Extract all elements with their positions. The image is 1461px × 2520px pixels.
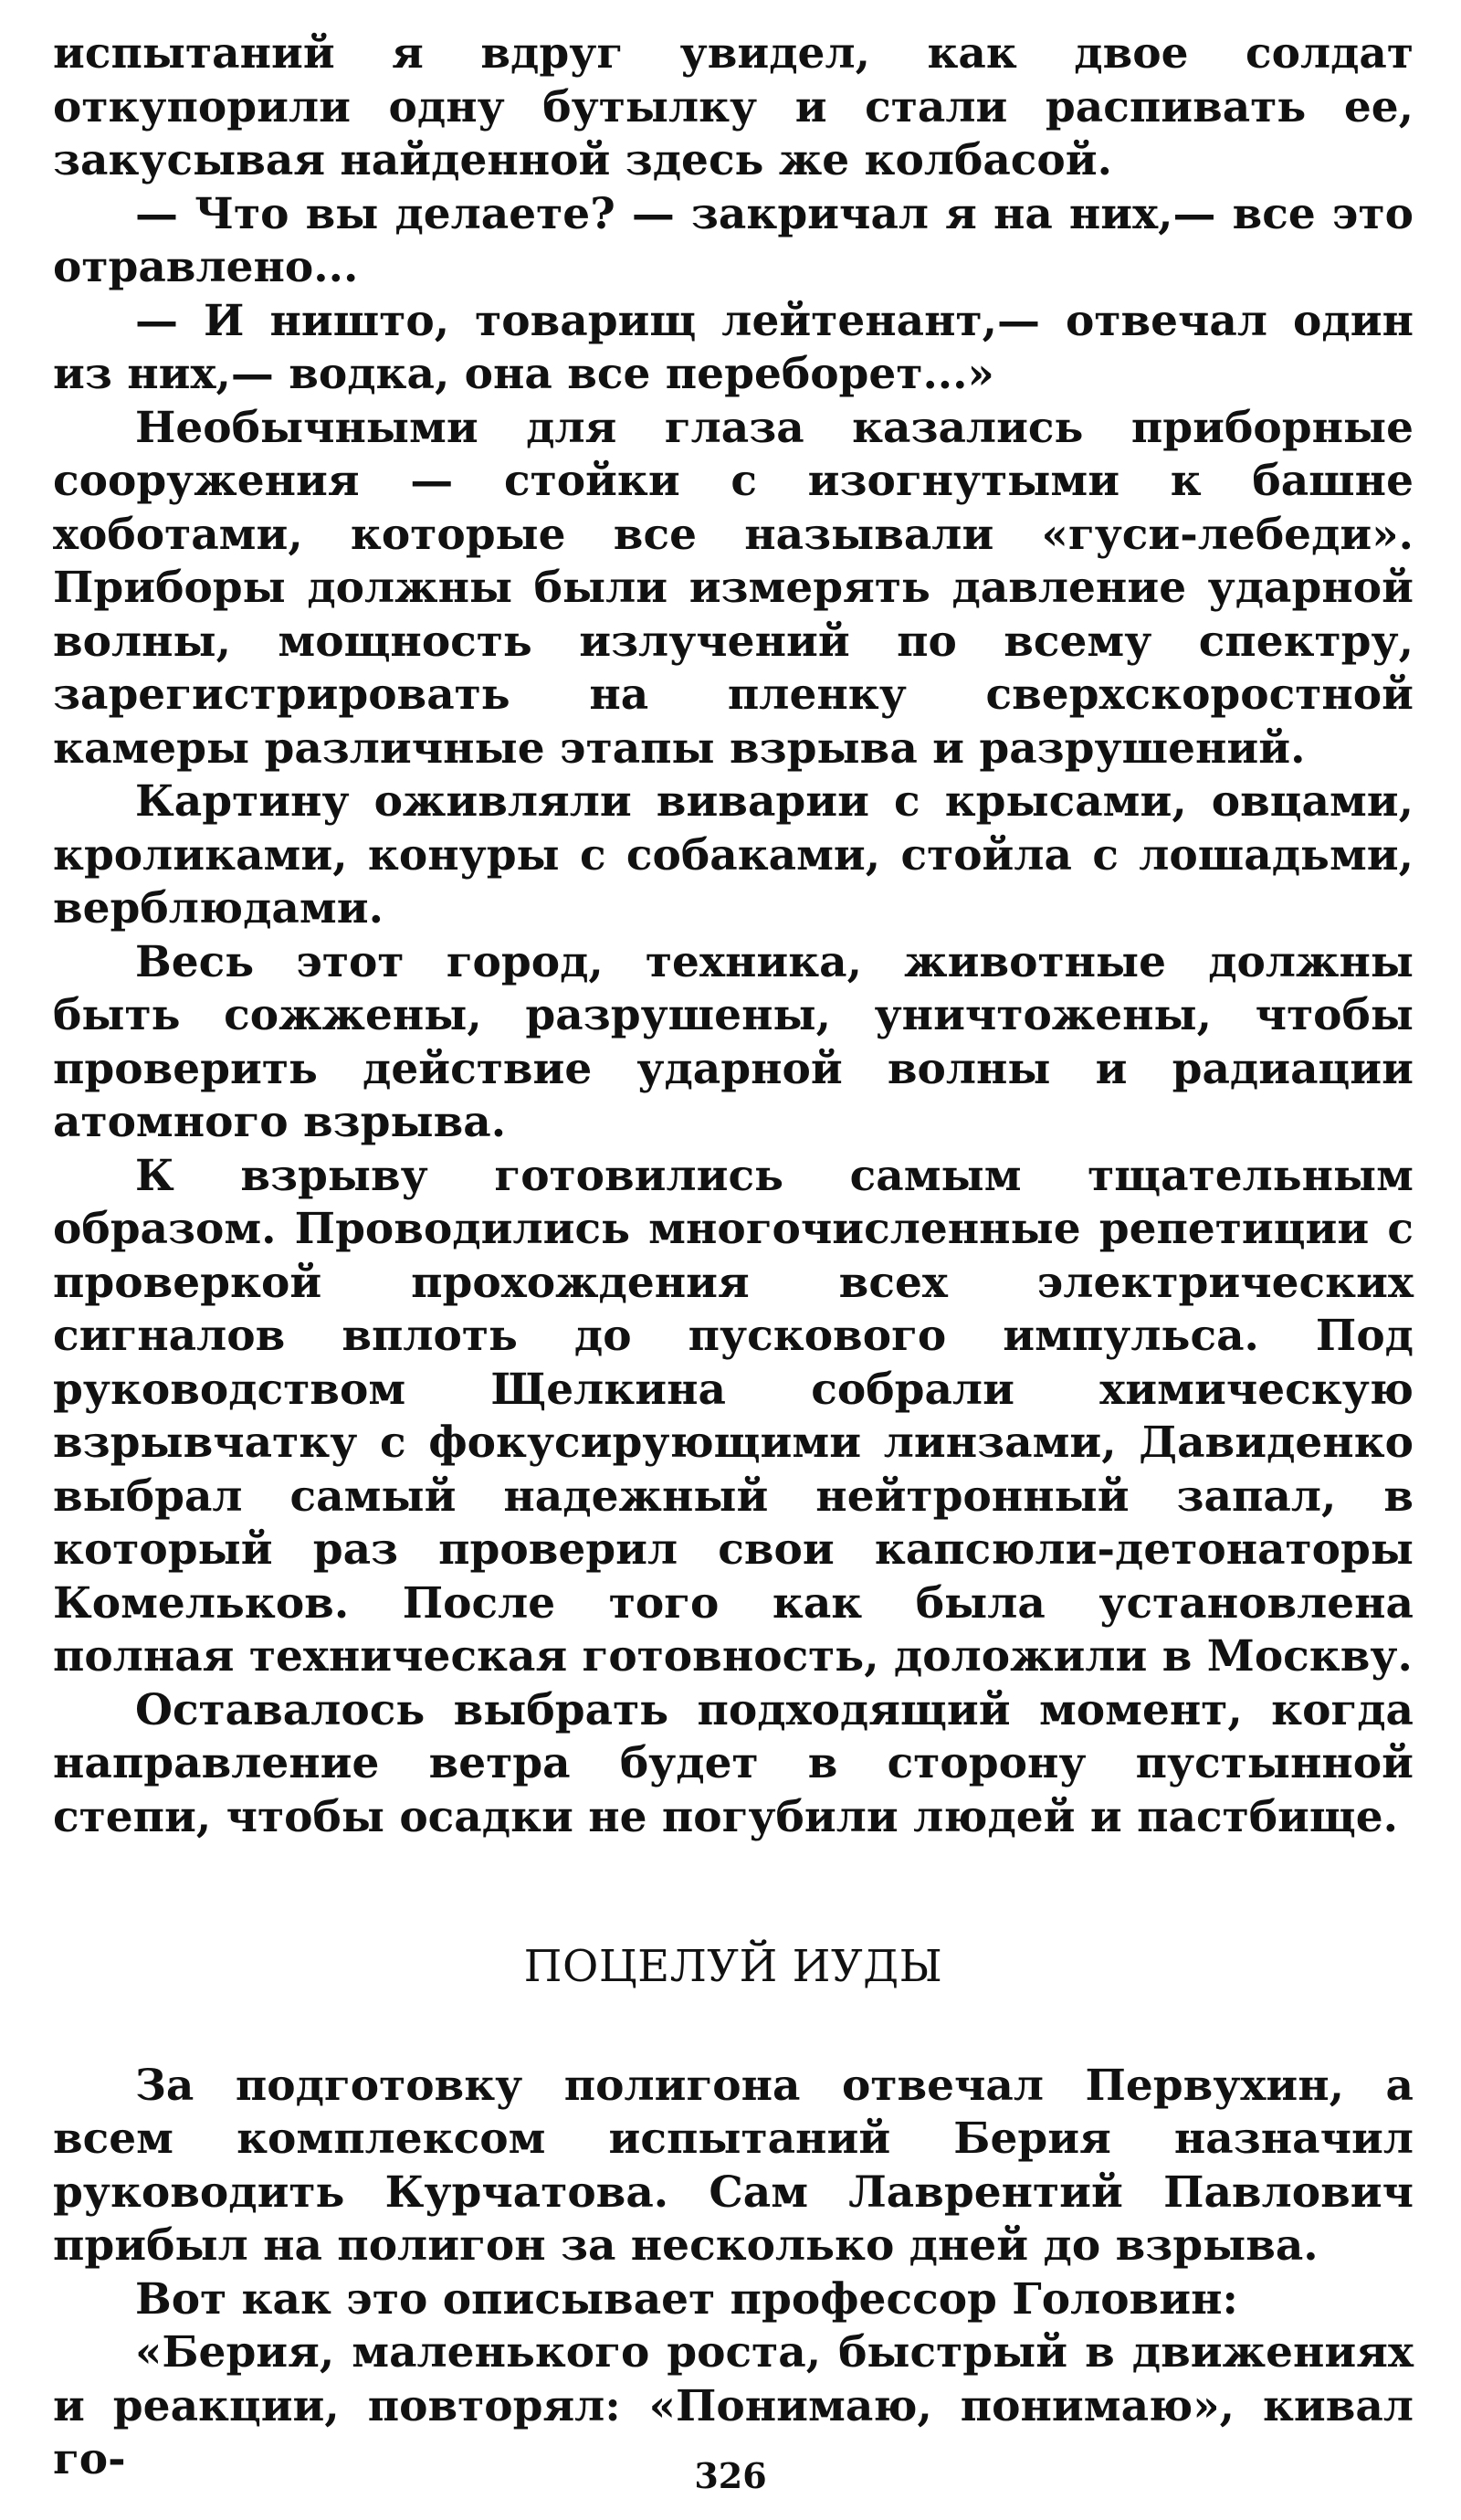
paragraph: Картину оживляли виварии с крысами, овцами, кроликами, конуры с собаками, стойла с лошадьми, верблюдами. (53, 776, 1414, 933)
book-page (53, 27, 1414, 2487)
paragraph: «Берия, маленького роста, быстрый в движениях и реакции, повторял: «Понимаю, понимаю», кивал го- (53, 2327, 1414, 2484)
section-heading: ПОЦЕЛУЙ ИУДЫ (523, 1941, 943, 1992)
paragraph: Вот как это описывает профессор Головин: (135, 2273, 1238, 2325)
page-number: 326 (694, 2455, 767, 2496)
text-block-bottom (53, 2060, 1414, 2487)
paragraph: Оставалось выбрать подходящий момент, когда направление ветра будет в сторону пустынной степи, чтобы осадки не погубили людей и пастбище. (53, 1684, 1414, 1842)
paragraph: испытаний я вдруг увидел, как двое солдат откупорили одну бутылку и стали распивать ее, закусывая найденной здесь же колбасой. (53, 28, 1414, 185)
paragraph: За подготовку полигона отвечал Первухин, а всем комплексом испытаний Берия назначил руководить Курчатова. Сам Лаврентий Павлович прибыл на полигон за несколько дней до взрыва. (53, 2060, 1414, 2271)
paragraph: К взрыву готовились самым тщательным образом. Проводились многочисленные репетиции с проверкой прохождения всех электрических сигналов вплоть до пускового импульса. Под руководством Щелкина собрали химическую взрывчатку с фокусирующими линзами, Давиденко выбрал самый надежный нейтронный запал, в который раз проверил свои капсюли-детонаторы Комельков. После того как была установлена полная техническая готовность, доложили в Москву. (53, 1150, 1414, 1682)
paragraph: — Что вы делаете? — закричал я на них,— все это отравлено... (53, 188, 1414, 292)
paragraph: — И ништо, товарищ лейтенант,— отвечал один из них,— водка, она все переборет...» (53, 295, 1414, 399)
paragraph: Весь этот город, техника, животные должны быть сожжены, разрушены, уничтожены, чтобы проверить действие ударной волны и радиации атомного взрыва. (53, 936, 1414, 1147)
paragraph: Необычными для глаза казались приборные сооружения — стойки с изогнутыми к башне хоботами, которые все называли «гуси-лебеди». Приборы должны были измерять давление ударной волны, мощность излучений по всему спектру, зарегистрировать на пленку сверхскоростной камеры различные этапы взрыва и разрушений. (53, 402, 1414, 774)
text-block-top (53, 27, 1414, 1844)
